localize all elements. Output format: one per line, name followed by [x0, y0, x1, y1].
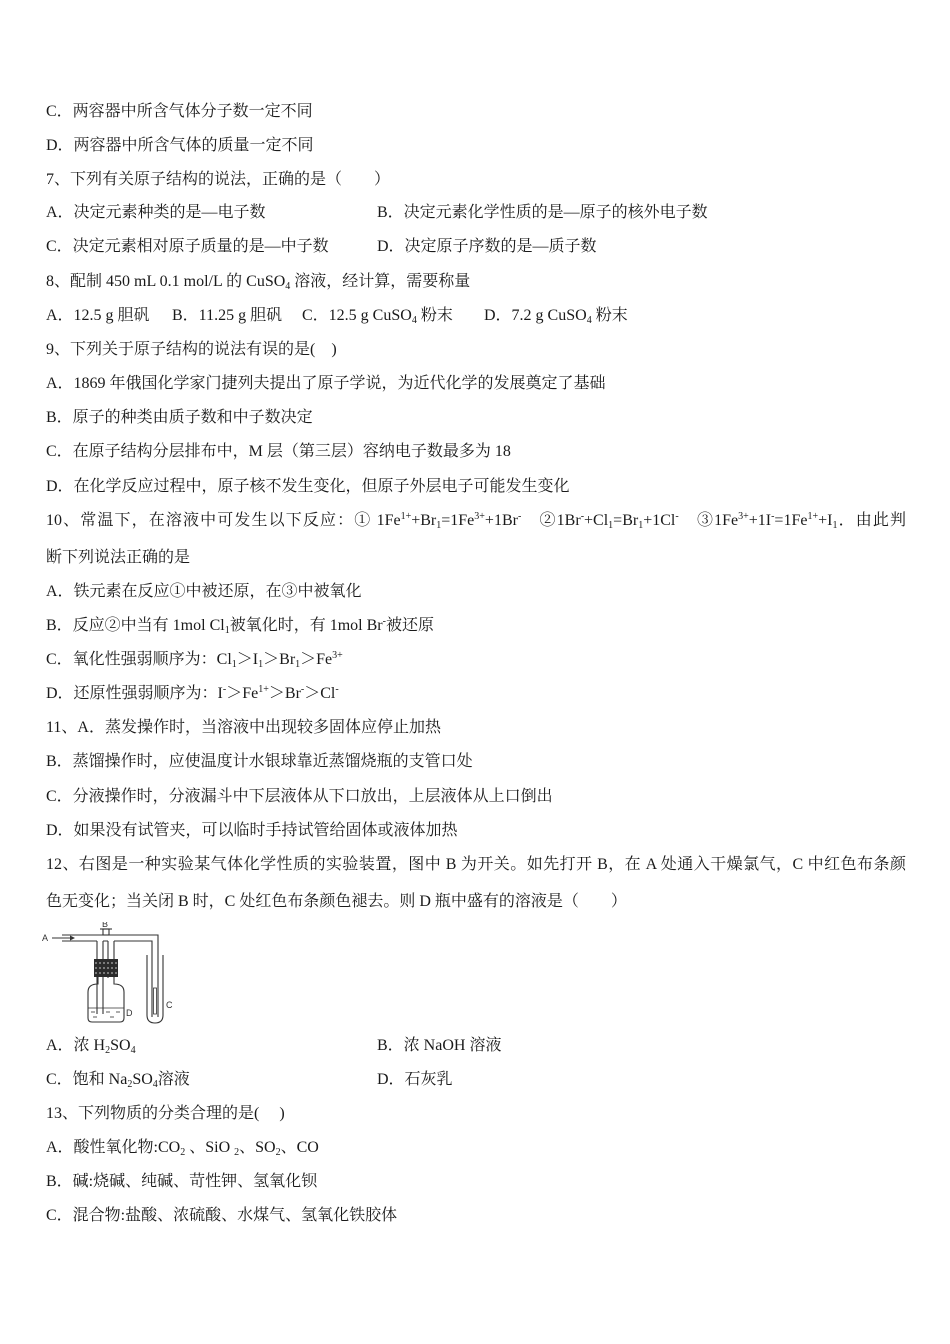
- subscript: 2: [275, 1147, 281, 1158]
- diagram-label-a: A: [42, 933, 49, 943]
- q6-option-d: D．两容器中所含气体的质量一定不同: [46, 137, 314, 154]
- text-run: +Cl: [584, 512, 609, 529]
- subscript: 4: [130, 1045, 136, 1056]
- q7-option-a: A．决定元素种类的是—电子数: [46, 204, 266, 221]
- text-run: ＞Cl: [304, 685, 336, 702]
- superscript: 3+: [738, 511, 749, 522]
- gas-inlet-arrow: [52, 936, 75, 941]
- q9-option-a: A．1869 年俄国化学家门捷列夫提出了原子学说，为近代化学的发展奠定了基础: [46, 375, 606, 392]
- superscript: -: [580, 511, 585, 522]
- subscript: 1: [295, 659, 301, 670]
- superscript: 1+: [258, 684, 269, 695]
- liquid-level: [88, 1008, 124, 1017]
- text-run: ．由此判: [837, 512, 906, 529]
- diagram-label-c: C: [166, 1000, 173, 1010]
- q7-option-c: C．决定元素相对原子质量的是—中子数: [46, 238, 329, 255]
- text-run: =1Fe: [441, 512, 475, 529]
- bottle-stopper: [94, 959, 118, 977]
- superscript: -: [300, 684, 305, 695]
- q7-option-d: D．决定原子序数的是—质子数: [377, 238, 597, 255]
- subscript: 4: [152, 1079, 158, 1090]
- subscript: 4: [586, 315, 592, 326]
- subscript: 2: [105, 1045, 111, 1056]
- q7-option-b: B．决定元素化学性质的是—原子的核外电子数: [377, 204, 708, 221]
- q10-option-c: [46, 650, 343, 670]
- subscript: 2: [180, 1147, 186, 1158]
- q9-option-d: D．在化学反应过程中，原子核不发生变化，但原子外层电子可能发生变化: [46, 478, 570, 495]
- q12-option-b: B．浓 NaOH 溶液: [377, 1037, 502, 1054]
- text-run: 、CO: [280, 1139, 319, 1156]
- q12-stem-line1: 12、右图是一种实验某气体化学性质的实验装置，图中 B 为开关。如先打开 B，在 A 处通入干燥氯气，C 中红色布条颜: [46, 856, 906, 873]
- q10-option-d: [46, 684, 339, 704]
- text-run: +1I: [748, 512, 772, 529]
- q10-option-a: A．铁元素在反应①中被还原，在③中被氧化: [46, 583, 362, 600]
- superscript: -: [335, 684, 339, 695]
- q11-option-b: B．蒸馏操作时，应使温度计水银球靠近蒸馏烧瓶的支管口处: [46, 753, 473, 770]
- text-run: ③1Fe: [678, 512, 739, 529]
- text-run: 被还原: [385, 617, 434, 634]
- subscript: 2: [127, 1079, 133, 1090]
- text-run: 被氧化时，有 1mol Br: [229, 617, 383, 634]
- q12-option-d: D．石灰乳: [377, 1071, 453, 1088]
- q10-option-b: [46, 616, 434, 636]
- text-run: C．氧化性强弱顺序为：Cl: [46, 651, 232, 668]
- q8-option-b: B．11.25 g 胆矾: [172, 307, 283, 324]
- subscript: 1: [231, 659, 237, 670]
- q10-stem-line2: 断下列说法正确的是: [46, 549, 191, 566]
- subscript: 1: [832, 520, 838, 531]
- subscript: 1: [608, 520, 614, 531]
- text-run: B．反应②中当有 1mol Cl: [46, 617, 225, 634]
- subscript: 1: [258, 659, 264, 670]
- subscript: 1: [436, 520, 442, 531]
- q8-stem: [46, 272, 470, 292]
- q8-option-a: A．12.5 g 胆矾: [46, 307, 150, 324]
- text-run: 10、常温下，在溶液中可发生以下反应：① 1Fe: [46, 512, 401, 529]
- diagram-label-d: D: [126, 1008, 133, 1018]
- text-run: A．浓 H: [46, 1037, 106, 1054]
- superscript: -: [517, 511, 522, 522]
- text-run: ＞Fe: [300, 651, 333, 668]
- subscript: 1: [224, 625, 230, 636]
- red-cloth-strip: [154, 988, 157, 1014]
- text-run: 溶液: [157, 1071, 190, 1088]
- text-run: +I: [818, 512, 833, 529]
- q9-option-c: C．在原子结构分层排布中，M 层（第三层）容纳电子数最多为 18: [46, 443, 511, 460]
- text-run: 、SiO: [185, 1139, 235, 1156]
- text-run: ＞I: [236, 651, 259, 668]
- text-run: SO: [132, 1071, 153, 1088]
- subscript: 4: [411, 315, 417, 326]
- superscript: 1+: [807, 511, 819, 522]
- subscript: 1: [638, 520, 644, 531]
- q13-option-c: C．混合物:盐酸、浓硫酸、水煤气、氢氧化铁胶体: [46, 1207, 398, 1224]
- q12-option-c: [46, 1070, 190, 1090]
- q9-stem: 9、下列关于原子结构的说法有误的是( ): [46, 341, 337, 358]
- apparatus-diagram: [40, 922, 185, 1030]
- text-run: 粉末: [591, 307, 628, 324]
- superscript: 3+: [332, 650, 343, 661]
- text-run: C．饱和 Na: [46, 1071, 128, 1088]
- superscript: 3+: [474, 511, 485, 522]
- q13-option-b: B．碱:烧碱、纯碱、苛性钾、氢氧化钡: [46, 1173, 318, 1190]
- text-run: ＞Fe: [226, 685, 259, 702]
- diagram-label-b: B: [102, 922, 109, 929]
- subscript: 2: [234, 1147, 240, 1158]
- text-run: =Br: [613, 512, 639, 529]
- text-run: +1Cl: [643, 512, 676, 529]
- text-run: A．酸性氧化物:CO: [46, 1139, 181, 1156]
- subscript: 4: [285, 281, 291, 292]
- superscript: -: [675, 511, 679, 522]
- text-run: +Br: [411, 512, 437, 529]
- superscript: -: [771, 511, 775, 522]
- q9-option-b: B．原子的种类由质子数和中子数决定: [46, 409, 313, 426]
- q8-option-c: [302, 306, 453, 326]
- q11-option-d: D．如果没有试管夹，可以临时手持试管给固体或液体加热: [46, 822, 458, 839]
- superscript: -: [222, 684, 227, 695]
- q10-stem-line1: [46, 511, 906, 531]
- q13-option-a: [46, 1138, 319, 1158]
- text-run: SO: [110, 1037, 131, 1054]
- text-run: D．7.2 g CuSO: [484, 307, 587, 324]
- text-run: ＞Br: [263, 651, 296, 668]
- q12-option-a: [46, 1036, 136, 1056]
- q11-stem: 11、A．蒸发操作时，当溶液中出现较多固体应停止加热: [46, 719, 441, 736]
- test-tube-c: [147, 955, 163, 1023]
- superscript: -: [382, 616, 386, 627]
- text-run: =1Fe: [774, 512, 808, 529]
- valve-b: [100, 929, 112, 935]
- q7-stem: 7、下列有关原子结构的说法，正确的是（ ）: [46, 171, 391, 188]
- q11-option-c: C．分液操作时，分液漏斗中下层液体从下口放出，上层液体从上口倒出: [46, 788, 553, 805]
- text-run: 溶液，经计算，需要称量: [290, 273, 471, 290]
- text-run: 粉末: [416, 307, 453, 324]
- superscript: 1+: [400, 511, 412, 522]
- q13-stem: 13、下列物质的分类合理的是( ): [46, 1105, 285, 1122]
- q8-option-d: [484, 306, 628, 326]
- text-run: ＞Br: [268, 685, 301, 702]
- text-run: D．还原性强弱顺序为：I: [46, 685, 223, 702]
- text-run: 8、配制 450 mL 0.1 mol/L 的 CuSO: [46, 273, 286, 290]
- q6-option-c: C．两容器中所含气体分子数一定不同: [46, 103, 313, 120]
- text-run: C．12.5 g CuSO: [302, 307, 412, 324]
- text-run: ②1Br: [521, 512, 581, 529]
- text-run: +1Br: [484, 512, 518, 529]
- wash-bottle-d: [88, 977, 124, 1022]
- q12-stem-line2: 色无变化；当关闭 B 时，C 处红色布条颜色褪去。则 D 瓶中盛有的溶液是（ ）: [46, 893, 627, 910]
- text-run: 、SO: [239, 1139, 276, 1156]
